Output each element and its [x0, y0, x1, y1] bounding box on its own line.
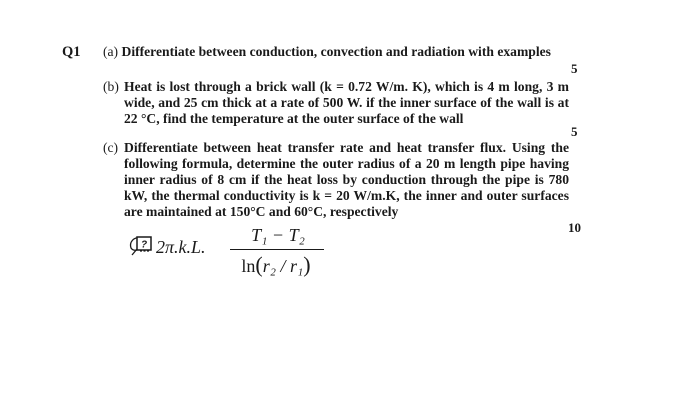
svg-text:?: ? [140, 239, 148, 251]
part-a-marks: 5 [571, 61, 578, 76]
part-c-label: (c) [103, 140, 119, 155]
fraction-bar [230, 249, 324, 250]
formula-denominator: ln(r₂ / r₁) [241, 252, 311, 277]
part-b-label: (b) [103, 79, 119, 94]
part-b-marks: 5 [571, 124, 578, 139]
part-a-label: (a) [103, 44, 119, 59]
part-a [103, 44, 573, 60]
question-number: Q1 [62, 44, 81, 60]
part-c-marks: 10 [568, 220, 581, 235]
formula-numerator: T₁ − T₂ [251, 225, 305, 245]
part-b-text: Heat is lost through a brick wall (k = 0.72 W/m. K), which is 4 m long, 3 m wide, and 25 cm thick at a rate of 500 W. if the inner surface of the wall is at 22 °C, find the temperature at the outer surface of the wall [124, 79, 569, 126]
q-box-icon [128, 234, 154, 258]
part-a-text: Differentiate between conduction, convection and radiation with examples [121, 44, 551, 59]
formula-denominator-fn: ln [241, 256, 256, 276]
formula-lhs: 2π.k.L. [156, 237, 206, 257]
formula [128, 226, 328, 280]
part-c-text: Differentiate between heat transfer rate and heat transfer flux. Using the following formula, determine the outer radius of a 20 m length pipe having inner radius of 8 cm if the heat loss by conduction through the pipe is 780 kW, the thermal conductivity is k = 20 W/m.K, the inner and outer surfaces are maintained at 150°C and 60°C, respectively [124, 140, 569, 219]
formula-denominator-arg: r₂ / r₁ [262, 256, 304, 276]
